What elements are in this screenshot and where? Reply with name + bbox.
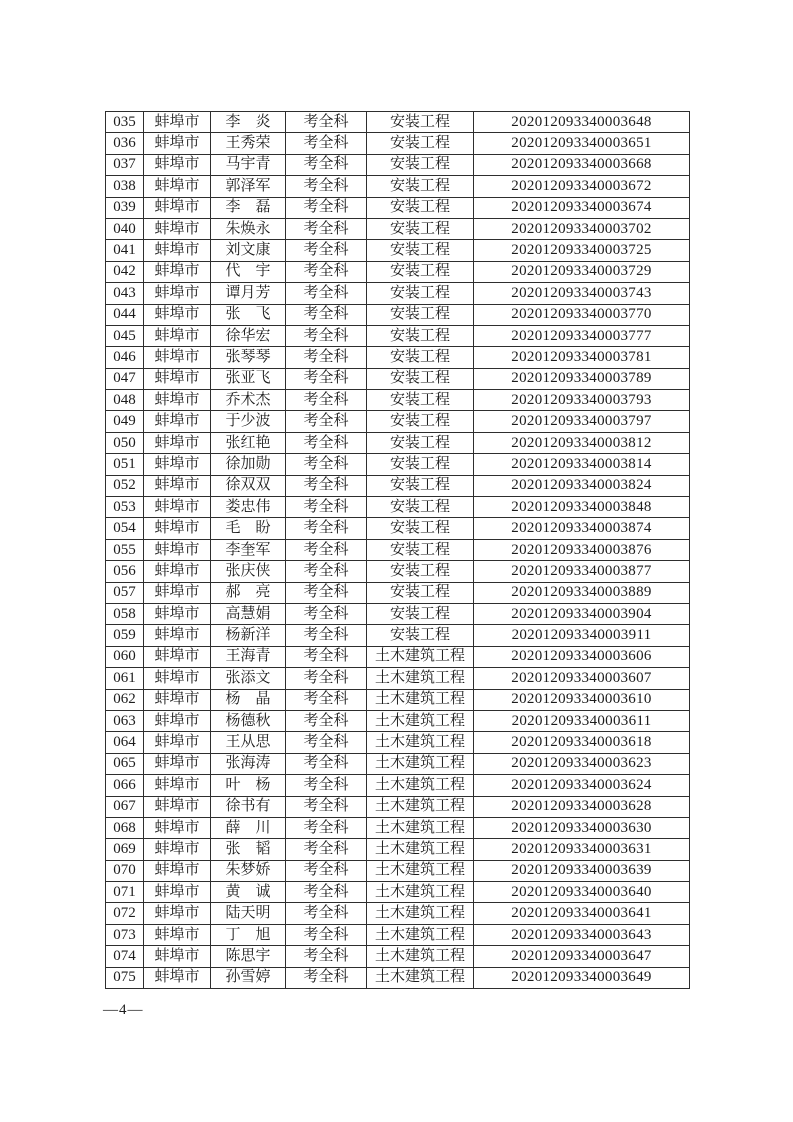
- cell-registration-number: 202012093340003606: [474, 646, 690, 667]
- cell-registration-number: 202012093340003793: [474, 390, 690, 411]
- cell-serial-number: 037: [106, 154, 144, 175]
- cell-serial-number: 071: [106, 882, 144, 903]
- cell-registration-number: 202012093340003874: [474, 518, 690, 539]
- cell-serial-number: 063: [106, 710, 144, 731]
- cell-candidate-name: 徐双双: [211, 475, 286, 496]
- cell-city: 蚌埠市: [144, 539, 211, 560]
- cell-serial-number: 053: [106, 497, 144, 518]
- cell-city: 蚌埠市: [144, 475, 211, 496]
- table-row: [106, 603, 690, 624]
- table-row: [106, 197, 690, 218]
- cell-candidate-name: 郭泽军: [211, 176, 286, 197]
- cell-exam-type: 考全科: [286, 304, 367, 325]
- table-row: [106, 240, 690, 261]
- cell-serial-number: 064: [106, 732, 144, 753]
- cell-major: 土木建筑工程: [367, 903, 474, 924]
- cell-serial-number: 040: [106, 218, 144, 239]
- cell-city: 蚌埠市: [144, 753, 211, 774]
- cell-city: 蚌埠市: [144, 497, 211, 518]
- table-row: [106, 689, 690, 710]
- cell-city: 蚌埠市: [144, 882, 211, 903]
- cell-serial-number: 060: [106, 646, 144, 667]
- cell-candidate-name: 马宇青: [211, 154, 286, 175]
- cell-candidate-name: 谭月芳: [211, 283, 286, 304]
- cell-registration-number: 202012093340003674: [474, 197, 690, 218]
- cell-city: 蚌埠市: [144, 304, 211, 325]
- cell-exam-type: 考全科: [286, 197, 367, 218]
- cell-exam-type: 考全科: [286, 582, 367, 603]
- cell-exam-type: 考全科: [286, 112, 367, 133]
- cell-serial-number: 066: [106, 775, 144, 796]
- cell-major: 安装工程: [367, 390, 474, 411]
- cell-candidate-name: 叶 杨: [211, 775, 286, 796]
- table-row: [106, 283, 690, 304]
- cell-candidate-name: 高慧娟: [211, 603, 286, 624]
- cell-exam-type: 考全科: [286, 625, 367, 646]
- table-row: [106, 454, 690, 475]
- table-row: [106, 903, 690, 924]
- table-row: [106, 112, 690, 133]
- cell-registration-number: 202012093340003889: [474, 582, 690, 603]
- cell-candidate-name: 杨 晶: [211, 689, 286, 710]
- page-number: —4—: [103, 1002, 144, 1018]
- cell-serial-number: 070: [106, 860, 144, 881]
- table-row: [106, 860, 690, 881]
- cell-candidate-name: 张亚飞: [211, 368, 286, 389]
- cell-candidate-name: 徐书有: [211, 796, 286, 817]
- cell-major: 安装工程: [367, 325, 474, 346]
- cell-candidate-name: 毛 盼: [211, 518, 286, 539]
- cell-serial-number: 062: [106, 689, 144, 710]
- cell-serial-number: 038: [106, 176, 144, 197]
- cell-registration-number: 202012093340003848: [474, 497, 690, 518]
- cell-registration-number: 202012093340003770: [474, 304, 690, 325]
- cell-registration-number: 202012093340003824: [474, 475, 690, 496]
- cell-candidate-name: 李 磊: [211, 197, 286, 218]
- cell-city: 蚌埠市: [144, 646, 211, 667]
- table-row: [106, 304, 690, 325]
- table-row: [106, 218, 690, 239]
- cell-candidate-name: 张庆侠: [211, 561, 286, 582]
- cell-major: 安装工程: [367, 368, 474, 389]
- cell-serial-number: 041: [106, 240, 144, 261]
- cell-serial-number: 057: [106, 582, 144, 603]
- cell-registration-number: 202012093340003729: [474, 261, 690, 282]
- table-row: [106, 582, 690, 603]
- cell-candidate-name: 张添文: [211, 668, 286, 689]
- cell-candidate-name: 张 飞: [211, 304, 286, 325]
- table-row: [106, 390, 690, 411]
- cell-city: 蚌埠市: [144, 582, 211, 603]
- table-row: [106, 732, 690, 753]
- cell-registration-number: 202012093340003797: [474, 411, 690, 432]
- cell-major: 土木建筑工程: [367, 710, 474, 731]
- cell-registration-number: 202012093340003789: [474, 368, 690, 389]
- cell-serial-number: 045: [106, 325, 144, 346]
- cell-major: 土木建筑工程: [367, 689, 474, 710]
- cell-registration-number: 202012093340003649: [474, 967, 690, 988]
- cell-city: 蚌埠市: [144, 860, 211, 881]
- cell-registration-number: 202012093340003618: [474, 732, 690, 753]
- cell-exam-type: 考全科: [286, 497, 367, 518]
- cell-city: 蚌埠市: [144, 325, 211, 346]
- cell-major: 安装工程: [367, 475, 474, 496]
- cell-registration-number: 202012093340003640: [474, 882, 690, 903]
- cell-city: 蚌埠市: [144, 154, 211, 175]
- table-row: [106, 775, 690, 796]
- cell-candidate-name: 朱焕永: [211, 218, 286, 239]
- cell-registration-number: 202012093340003743: [474, 283, 690, 304]
- cell-city: 蚌埠市: [144, 775, 211, 796]
- cell-city: 蚌埠市: [144, 946, 211, 967]
- cell-city: 蚌埠市: [144, 283, 211, 304]
- cell-city: 蚌埠市: [144, 261, 211, 282]
- cell-major: 安装工程: [367, 283, 474, 304]
- cell-candidate-name: 娄忠伟: [211, 497, 286, 518]
- cell-major: 安装工程: [367, 432, 474, 453]
- cell-exam-type: 考全科: [286, 454, 367, 475]
- cell-candidate-name: 徐华宏: [211, 325, 286, 346]
- cell-registration-number: 202012093340003777: [474, 325, 690, 346]
- cell-serial-number: 048: [106, 390, 144, 411]
- cell-exam-type: 考全科: [286, 668, 367, 689]
- cell-city: 蚌埠市: [144, 176, 211, 197]
- cell-serial-number: 073: [106, 924, 144, 945]
- cell-exam-type: 考全科: [286, 924, 367, 945]
- cell-city: 蚌埠市: [144, 710, 211, 731]
- cell-registration-number: 202012093340003610: [474, 689, 690, 710]
- cell-major: 土木建筑工程: [367, 796, 474, 817]
- cell-candidate-name: 王海青: [211, 646, 286, 667]
- table-row: [106, 347, 690, 368]
- cell-exam-type: 考全科: [286, 176, 367, 197]
- table-row: [106, 967, 690, 988]
- cell-major: 安装工程: [367, 625, 474, 646]
- table-row: [106, 261, 690, 282]
- cell-major: 安装工程: [367, 454, 474, 475]
- cell-candidate-name: 乔术杰: [211, 390, 286, 411]
- cell-major: 土木建筑工程: [367, 646, 474, 667]
- cell-serial-number: 051: [106, 454, 144, 475]
- cell-candidate-name: 孙雪婷: [211, 967, 286, 988]
- table-row: [106, 924, 690, 945]
- cell-city: 蚌埠市: [144, 240, 211, 261]
- cell-major: 安装工程: [367, 518, 474, 539]
- table-row: [106, 325, 690, 346]
- cell-major: 安装工程: [367, 197, 474, 218]
- cell-exam-type: 考全科: [286, 967, 367, 988]
- cell-registration-number: 202012093340003651: [474, 133, 690, 154]
- cell-city: 蚌埠市: [144, 347, 211, 368]
- cell-registration-number: 202012093340003607: [474, 668, 690, 689]
- cell-candidate-name: 郝 亮: [211, 582, 286, 603]
- cell-major: 土木建筑工程: [367, 924, 474, 945]
- cell-major: 土木建筑工程: [367, 817, 474, 838]
- cell-serial-number: 065: [106, 753, 144, 774]
- cell-exam-type: 考全科: [286, 347, 367, 368]
- cell-major: 土木建筑工程: [367, 668, 474, 689]
- cell-candidate-name: 李 炎: [211, 112, 286, 133]
- cell-exam-type: 考全科: [286, 689, 367, 710]
- cell-city: 蚌埠市: [144, 796, 211, 817]
- cell-city: 蚌埠市: [144, 924, 211, 945]
- table-row: [106, 646, 690, 667]
- cell-serial-number: 052: [106, 475, 144, 496]
- cell-city: 蚌埠市: [144, 112, 211, 133]
- table-row: [106, 411, 690, 432]
- cell-major: 安装工程: [367, 154, 474, 175]
- table-row: [106, 518, 690, 539]
- cell-major: 安装工程: [367, 240, 474, 261]
- cell-exam-type: 考全科: [286, 753, 367, 774]
- cell-city: 蚌埠市: [144, 432, 211, 453]
- cell-exam-type: 考全科: [286, 240, 367, 261]
- cell-serial-number: 035: [106, 112, 144, 133]
- cell-city: 蚌埠市: [144, 689, 211, 710]
- cell-serial-number: 055: [106, 539, 144, 560]
- cell-exam-type: 考全科: [286, 261, 367, 282]
- cell-exam-type: 考全科: [286, 903, 367, 924]
- table-row: [106, 154, 690, 175]
- cell-candidate-name: 张红艳: [211, 432, 286, 453]
- cell-major: 土木建筑工程: [367, 732, 474, 753]
- cell-major: 安装工程: [367, 561, 474, 582]
- cell-major: 安装工程: [367, 176, 474, 197]
- cell-city: 蚌埠市: [144, 967, 211, 988]
- cell-candidate-name: 代 宇: [211, 261, 286, 282]
- cell-serial-number: 069: [106, 839, 144, 860]
- cell-exam-type: 考全科: [286, 775, 367, 796]
- table-row: [106, 753, 690, 774]
- cell-registration-number: 202012093340003631: [474, 839, 690, 860]
- table-row: [106, 796, 690, 817]
- cell-exam-type: 考全科: [286, 368, 367, 389]
- cell-candidate-name: 张 韬: [211, 839, 286, 860]
- cell-city: 蚌埠市: [144, 561, 211, 582]
- cell-serial-number: 036: [106, 133, 144, 154]
- cell-major: 安装工程: [367, 218, 474, 239]
- cell-major: 土木建筑工程: [367, 946, 474, 967]
- cell-candidate-name: 杨新洋: [211, 625, 286, 646]
- cell-major: 土木建筑工程: [367, 967, 474, 988]
- cell-registration-number: 202012093340003630: [474, 817, 690, 838]
- cell-serial-number: 061: [106, 668, 144, 689]
- cell-registration-number: 202012093340003668: [474, 154, 690, 175]
- cell-city: 蚌埠市: [144, 603, 211, 624]
- cell-major: 安装工程: [367, 411, 474, 432]
- cell-major: 土木建筑工程: [367, 860, 474, 881]
- cell-serial-number: 068: [106, 817, 144, 838]
- cell-city: 蚌埠市: [144, 411, 211, 432]
- cell-exam-type: 考全科: [286, 218, 367, 239]
- cell-city: 蚌埠市: [144, 218, 211, 239]
- cell-candidate-name: 王从思: [211, 732, 286, 753]
- cell-serial-number: 067: [106, 796, 144, 817]
- table-row: [106, 368, 690, 389]
- cell-registration-number: 202012093340003672: [474, 176, 690, 197]
- table-row: [106, 882, 690, 903]
- cell-serial-number: 050: [106, 432, 144, 453]
- table-row: [106, 475, 690, 496]
- cell-exam-type: 考全科: [286, 518, 367, 539]
- cell-candidate-name: 李奎军: [211, 539, 286, 560]
- table-row: [106, 561, 690, 582]
- cell-exam-type: 考全科: [286, 475, 367, 496]
- table-row: [106, 539, 690, 560]
- cell-exam-type: 考全科: [286, 946, 367, 967]
- cell-city: 蚌埠市: [144, 668, 211, 689]
- cell-major: 安装工程: [367, 261, 474, 282]
- cell-major: 安装工程: [367, 603, 474, 624]
- cell-registration-number: 202012093340003641: [474, 903, 690, 924]
- cell-serial-number: 075: [106, 967, 144, 988]
- cell-serial-number: 042: [106, 261, 144, 282]
- cell-major: 土木建筑工程: [367, 775, 474, 796]
- cell-candidate-name: 杨德秋: [211, 710, 286, 731]
- cell-major: 安装工程: [367, 539, 474, 560]
- cell-candidate-name: 徐加勋: [211, 454, 286, 475]
- cell-registration-number: 202012093340003623: [474, 753, 690, 774]
- cell-registration-number: 202012093340003643: [474, 924, 690, 945]
- cell-exam-type: 考全科: [286, 154, 367, 175]
- cell-candidate-name: 刘文康: [211, 240, 286, 261]
- cell-registration-number: 202012093340003877: [474, 561, 690, 582]
- cell-serial-number: 047: [106, 368, 144, 389]
- cell-exam-type: 考全科: [286, 839, 367, 860]
- cell-candidate-name: 黄 诚: [211, 882, 286, 903]
- cell-city: 蚌埠市: [144, 732, 211, 753]
- exam-roster-table: [105, 111, 690, 989]
- cell-candidate-name: 陈思宇: [211, 946, 286, 967]
- cell-registration-number: 202012093340003911: [474, 625, 690, 646]
- cell-city: 蚌埠市: [144, 454, 211, 475]
- cell-registration-number: 202012093340003781: [474, 347, 690, 368]
- cell-exam-type: 考全科: [286, 432, 367, 453]
- cell-exam-type: 考全科: [286, 539, 367, 560]
- cell-registration-number: 202012093340003611: [474, 710, 690, 731]
- cell-city: 蚌埠市: [144, 368, 211, 389]
- cell-major: 安装工程: [367, 133, 474, 154]
- cell-major: 土木建筑工程: [367, 753, 474, 774]
- cell-major: 土木建筑工程: [367, 882, 474, 903]
- table-row: [106, 839, 690, 860]
- cell-major: 安装工程: [367, 112, 474, 133]
- cell-exam-type: 考全科: [286, 646, 367, 667]
- cell-registration-number: 202012093340003624: [474, 775, 690, 796]
- cell-city: 蚌埠市: [144, 518, 211, 539]
- cell-city: 蚌埠市: [144, 817, 211, 838]
- table-row: [106, 497, 690, 518]
- cell-serial-number: 074: [106, 946, 144, 967]
- cell-serial-number: 059: [106, 625, 144, 646]
- cell-exam-type: 考全科: [286, 860, 367, 881]
- cell-candidate-name: 张琴琴: [211, 347, 286, 368]
- table-body: [106, 112, 690, 989]
- cell-registration-number: 202012093340003904: [474, 603, 690, 624]
- cell-exam-type: 考全科: [286, 325, 367, 346]
- cell-serial-number: 039: [106, 197, 144, 218]
- table-row: [106, 817, 690, 838]
- cell-exam-type: 考全科: [286, 710, 367, 731]
- cell-registration-number: 202012093340003639: [474, 860, 690, 881]
- cell-city: 蚌埠市: [144, 839, 211, 860]
- table-row: [106, 710, 690, 731]
- cell-serial-number: 049: [106, 411, 144, 432]
- table-row: [106, 946, 690, 967]
- table-row: [106, 432, 690, 453]
- table-row: [106, 176, 690, 197]
- cell-candidate-name: 陆天明: [211, 903, 286, 924]
- cell-registration-number: 202012093340003647: [474, 946, 690, 967]
- cell-exam-type: 考全科: [286, 732, 367, 753]
- table-row: [106, 668, 690, 689]
- cell-serial-number: 072: [106, 903, 144, 924]
- table-row: [106, 625, 690, 646]
- cell-serial-number: 043: [106, 283, 144, 304]
- cell-serial-number: 058: [106, 603, 144, 624]
- cell-city: 蚌埠市: [144, 903, 211, 924]
- cell-candidate-name: 薛 川: [211, 817, 286, 838]
- table-row: [106, 133, 690, 154]
- cell-serial-number: 056: [106, 561, 144, 582]
- cell-exam-type: 考全科: [286, 390, 367, 411]
- cell-registration-number: 202012093340003812: [474, 432, 690, 453]
- cell-candidate-name: 张海涛: [211, 753, 286, 774]
- cell-registration-number: 202012093340003725: [474, 240, 690, 261]
- cell-registration-number: 202012093340003648: [474, 112, 690, 133]
- cell-serial-number: 044: [106, 304, 144, 325]
- cell-exam-type: 考全科: [286, 133, 367, 154]
- cell-exam-type: 考全科: [286, 882, 367, 903]
- cell-city: 蚌埠市: [144, 133, 211, 154]
- cell-major: 安装工程: [367, 347, 474, 368]
- cell-exam-type: 考全科: [286, 603, 367, 624]
- cell-candidate-name: 于少波: [211, 411, 286, 432]
- cell-serial-number: 046: [106, 347, 144, 368]
- cell-exam-type: 考全科: [286, 561, 367, 582]
- cell-registration-number: 202012093340003876: [474, 539, 690, 560]
- cell-candidate-name: 朱梦娇: [211, 860, 286, 881]
- cell-exam-type: 考全科: [286, 411, 367, 432]
- cell-major: 安装工程: [367, 497, 474, 518]
- cell-exam-type: 考全科: [286, 796, 367, 817]
- cell-major: 安装工程: [367, 304, 474, 325]
- cell-registration-number: 202012093340003628: [474, 796, 690, 817]
- cell-major: 安装工程: [367, 582, 474, 603]
- cell-candidate-name: 王秀荣: [211, 133, 286, 154]
- cell-registration-number: 202012093340003814: [474, 454, 690, 475]
- cell-registration-number: 202012093340003702: [474, 218, 690, 239]
- cell-exam-type: 考全科: [286, 283, 367, 304]
- cell-city: 蚌埠市: [144, 625, 211, 646]
- cell-major: 土木建筑工程: [367, 839, 474, 860]
- cell-exam-type: 考全科: [286, 817, 367, 838]
- cell-serial-number: 054: [106, 518, 144, 539]
- cell-candidate-name: 丁 旭: [211, 924, 286, 945]
- cell-city: 蚌埠市: [144, 197, 211, 218]
- cell-city: 蚌埠市: [144, 390, 211, 411]
